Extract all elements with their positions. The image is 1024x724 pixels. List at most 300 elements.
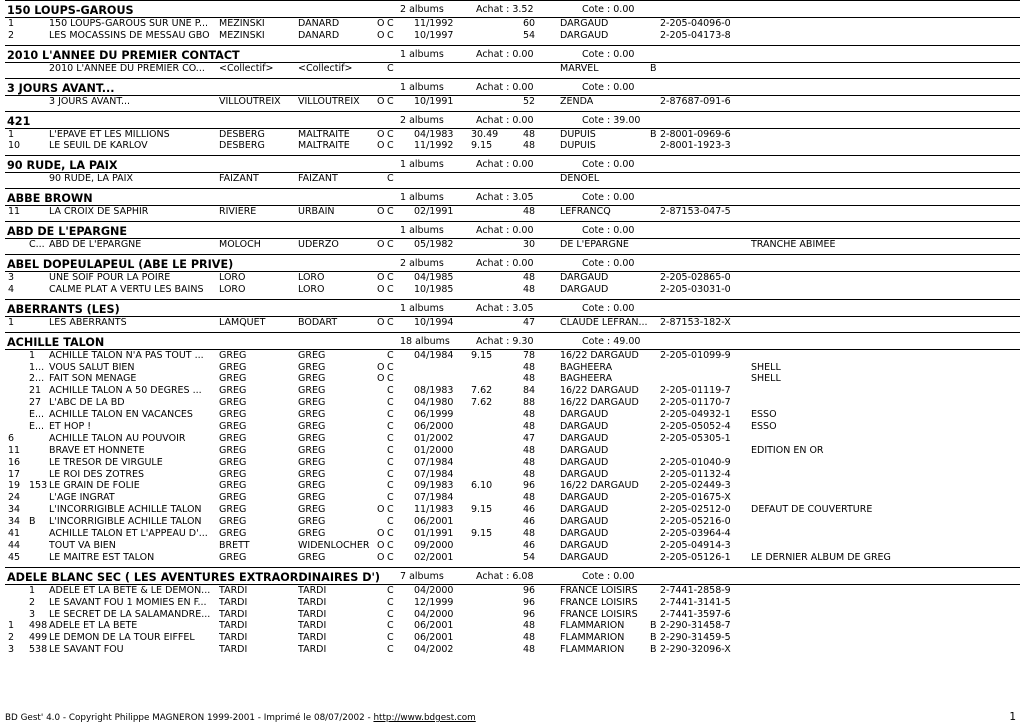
footer-copyright: BD Gest' 4.0 - Copyright Philippe MAGNERON 1999-2001 - Imprimé le 08/07/2002 -: [5, 713, 374, 723]
series-title: ABD DE L'EPARGNE: [7, 225, 128, 239]
album-publisher: 16/22 DARGAUD: [560, 385, 639, 397]
album-artist: GREG: [298, 528, 326, 540]
album-isbn: 2-290-31459-5: [660, 632, 731, 644]
album-title: 90 RUDE, LA PAIX: [49, 173, 133, 185]
album-writer: GREG: [219, 528, 247, 540]
album-subnumber: B: [29, 516, 36, 528]
album-b-flag: B: [650, 62, 657, 74]
album-number: 45: [8, 551, 21, 563]
album-subnumber: C...: [29, 239, 45, 251]
series-section: [0, 42, 1024, 75]
album-collection-flag: C: [387, 95, 394, 107]
album-collection-flag: C: [387, 29, 394, 41]
album-remark: ESSO: [751, 409, 777, 421]
album-remark: TRANCHE ABIMEE: [751, 239, 836, 251]
album-b-flag: B: [650, 644, 657, 656]
album-collection-flag: C: [387, 551, 394, 563]
album-collection-flag: C: [387, 516, 394, 528]
album-date: 04/2000: [414, 584, 454, 596]
album-row: [0, 504, 1024, 516]
album-date: 02/2001: [414, 551, 454, 563]
series-rating-total: Cote : 0.00: [582, 159, 635, 171]
series-album-count: 18 albums: [400, 335, 450, 347]
album-collection-flag: C: [387, 140, 394, 152]
album-publisher: FLAMMARION: [560, 620, 625, 632]
album-collection-flag: C: [387, 620, 394, 632]
album-number: 10: [8, 140, 21, 152]
album-isbn: 2-205-05216-0: [660, 516, 731, 528]
album-date: 06/2000: [414, 421, 454, 433]
album-publisher: DARGAUD: [560, 456, 609, 468]
album-row: [0, 63, 1024, 75]
series-title: 3 JOURS AVANT...: [7, 81, 115, 95]
album-collection-flag: C: [387, 468, 394, 480]
album-row: [0, 129, 1024, 141]
album-isbn: 2-205-02449-3: [660, 480, 731, 492]
album-title: 3 JOURS AVANT...: [49, 95, 131, 107]
series-section: [0, 0, 1024, 42]
album-row: [0, 173, 1024, 185]
album-title: ABD DE L'EPARGNE: [49, 239, 142, 251]
album-writer: <Collectif>: [219, 62, 274, 74]
series-section: [0, 108, 1024, 153]
album-writer: GREG: [219, 516, 247, 528]
album-row: [0, 206, 1024, 218]
album-collection-flag: C: [387, 644, 394, 656]
album-pages: 48: [523, 492, 536, 504]
album-title: LES MOCASSINS DE MESSAU GBO: [49, 29, 210, 41]
album-b-flag: B: [650, 620, 657, 632]
album-pages: 48: [523, 632, 536, 644]
footer-link[interactable]: http://www.bdgest.com: [373, 713, 476, 723]
album-writer: GREG: [219, 468, 247, 480]
series-purchase-total: Achat : 0.00: [476, 81, 534, 93]
album-number: 34: [8, 504, 21, 516]
series-header: [5, 188, 1020, 206]
album-original-flag: O: [377, 504, 385, 516]
album-pages: 54: [523, 29, 536, 41]
album-date: 04/1983: [414, 128, 454, 140]
album-artist: TARDI: [298, 584, 327, 596]
album-publisher: FRANCE LOISIRS: [560, 608, 638, 620]
series-header: [5, 155, 1020, 173]
album-collection-flag: C: [387, 421, 394, 433]
series-album-count: 2 albums: [400, 258, 444, 270]
album-date: 07/1984: [414, 468, 454, 480]
album-row: [0, 385, 1024, 397]
album-artist: UDERZO: [298, 239, 339, 251]
album-row: [0, 409, 1024, 421]
album-artist: GREG: [298, 516, 326, 528]
album-number: 4: [8, 283, 15, 295]
album-number: 1: [8, 620, 15, 632]
page-number: 1: [1009, 711, 1016, 723]
album-price: 9.15: [471, 528, 493, 540]
series-title: 2010 L'ANNEE DU PREMIER CONTACT: [7, 48, 240, 62]
album-original-flag: O: [377, 29, 385, 41]
album-isbn: 2-205-01119-7: [660, 385, 731, 397]
album-artist: LORO: [298, 272, 325, 284]
album-publisher: DARGAUD: [560, 528, 609, 540]
album-title: LE SECRET DE LA SALAMANDRE...: [49, 608, 211, 620]
album-row: [0, 317, 1024, 329]
album-collection-flag: C: [387, 173, 394, 185]
album-artist: FAIZANT: [298, 173, 338, 185]
series-rating-total: Cote : 0.00: [582, 258, 635, 270]
series-purchase-total: Achat : 0.00: [476, 258, 534, 270]
album-collection-flag: C: [387, 528, 394, 540]
series-rating-total: Cote : 0.00: [582, 570, 635, 582]
series-album-count: 1 albums: [400, 302, 444, 314]
album-title: BRAVE ET HONNETE: [49, 444, 145, 456]
album-pages: 48: [523, 283, 536, 295]
album-writer: DESBERG: [219, 140, 265, 152]
album-publisher: DARGAUD: [560, 444, 609, 456]
album-pages: 84: [523, 385, 536, 397]
album-artist: TARDI: [298, 644, 327, 656]
album-artist: GREG: [298, 492, 326, 504]
album-row: [0, 373, 1024, 385]
album-title: TOUT VA BIEN: [49, 539, 116, 551]
album-publisher: FLAMMARION: [560, 644, 625, 656]
album-date: 01/1991: [414, 528, 454, 540]
album-original-flag: O: [377, 140, 385, 152]
series-header: [5, 221, 1020, 239]
album-subnumber: 3: [29, 608, 36, 620]
album-publisher: ZENDA: [560, 95, 594, 107]
album-writer: GREG: [219, 432, 247, 444]
album-date: 09/2000: [414, 539, 454, 551]
album-pages: 48: [523, 361, 536, 373]
album-pages: 48: [523, 456, 536, 468]
album-original-flag: O: [377, 551, 385, 563]
album-date: 10/1991: [414, 95, 454, 107]
album-subnumber: 1...: [29, 361, 45, 373]
album-artist: URBAIN: [298, 206, 335, 218]
album-pages: 48: [523, 140, 536, 152]
album-number: 1: [8, 316, 15, 328]
album-number: 24: [8, 492, 21, 504]
album-number: 17: [8, 468, 21, 480]
album-remark: DEFAUT DE COUVERTURE: [751, 504, 873, 516]
album-date: 01/2000: [414, 444, 454, 456]
series-rating-total: Cote : 0.00: [582, 192, 635, 204]
album-isbn: 2-205-05305-1: [660, 432, 731, 444]
album-date: 06/2001: [414, 516, 454, 528]
album-publisher: DE L'EPARGNE: [560, 239, 629, 251]
album-collection-flag: C: [387, 385, 394, 397]
album-writer: GREG: [219, 444, 247, 456]
album-number: 11: [8, 206, 21, 218]
album-pages: 60: [523, 18, 536, 29]
album-subnumber: 27: [29, 397, 42, 409]
album-writer: GREG: [219, 551, 247, 563]
series-album-count: 1 albums: [400, 159, 444, 171]
album-writer: TARDI: [219, 608, 248, 620]
album-original-flag: O: [377, 239, 385, 251]
album-isbn: 2-205-03031-0: [660, 283, 731, 295]
series-purchase-total: Achat : 0.00: [476, 48, 534, 60]
album-subnumber: 21: [29, 385, 42, 397]
series-section: [0, 185, 1024, 218]
album-price: 9.15: [471, 349, 493, 361]
series-title: ACHILLE TALON: [7, 335, 105, 349]
series-section: [0, 75, 1024, 108]
album-pages: 96: [523, 608, 536, 620]
album-date: 04/1985: [414, 272, 454, 284]
album-writer: MEZINSKI: [219, 29, 265, 41]
album-original-flag: O: [377, 95, 385, 107]
album-collection-flag: C: [387, 596, 394, 608]
album-original-flag: O: [377, 316, 385, 328]
album-isbn: 2-290-31458-7: [660, 620, 731, 632]
album-row: [0, 433, 1024, 445]
album-pages: 47: [523, 432, 536, 444]
album-writer: VILLOUTREIX: [219, 95, 281, 107]
album-date: 11/1992: [414, 18, 454, 29]
album-row: [0, 469, 1024, 481]
album-subnumber: 1: [29, 584, 36, 596]
album-remark: SHELL: [751, 373, 781, 385]
album-title: FAIT SON MENAGE: [49, 373, 137, 385]
album-original-flag: O: [377, 373, 385, 385]
album-price: 30.49: [471, 128, 499, 140]
album-artist: GREG: [298, 468, 326, 480]
album-collection-flag: C: [387, 456, 394, 468]
album-publisher: 16/22 DARGAUD: [560, 480, 639, 492]
album-collection-flag: C: [387, 584, 394, 596]
album-artist: GREG: [298, 432, 326, 444]
album-date: 11/1983: [414, 504, 454, 516]
album-collection-flag: C: [387, 480, 394, 492]
album-remark: EDITION EN OR: [751, 444, 824, 456]
album-row: [0, 644, 1024, 656]
series-purchase-total: Achat : 9.30: [476, 335, 534, 347]
series-rating-total: Cote : 0.00: [582, 4, 635, 15]
album-title: ADELE ET LA BETE: [49, 620, 138, 632]
album-collection-flag: C: [387, 632, 394, 644]
album-pages: 46: [523, 516, 536, 528]
album-isbn: 2-8001-0969-6: [660, 128, 731, 140]
album-artist: DANARD: [298, 29, 340, 41]
album-isbn: 2-205-01675-X: [660, 492, 731, 504]
album-pages: 96: [523, 480, 536, 492]
album-artist: GREG: [298, 385, 326, 397]
album-title: ET HOP !: [49, 421, 92, 433]
album-artist: DANARD: [298, 18, 340, 29]
album-publisher: DENOEL: [560, 173, 600, 185]
album-row: [0, 284, 1024, 296]
album-artist: GREG: [298, 373, 326, 385]
album-number: 6: [8, 432, 15, 444]
album-date: 05/1982: [414, 239, 454, 251]
album-number: 2: [8, 29, 15, 41]
album-collection-flag: C: [387, 608, 394, 620]
album-title: L'EPAVE ET LES MILLIONS: [49, 128, 170, 140]
album-price: 7.62: [471, 385, 493, 397]
album-subnumber: 2: [29, 596, 36, 608]
album-writer: LORO: [219, 283, 246, 295]
series-purchase-total: Achat : 6.08: [476, 570, 534, 582]
album-row: [0, 140, 1024, 152]
album-original-flag: O: [377, 206, 385, 218]
series-purchase-total: Achat : 3.05: [476, 302, 534, 314]
album-collection-flag: C: [387, 492, 394, 504]
album-title: LE SAVANT FOU 1 MOMIES EN F...: [49, 596, 207, 608]
album-row: [0, 528, 1024, 540]
album-collection-flag: C: [387, 62, 394, 74]
album-collection-flag: C: [387, 283, 394, 295]
album-row: [0, 445, 1024, 457]
album-collection-flag: C: [387, 18, 394, 29]
album-isbn: 2-7441-2858-9: [660, 584, 731, 596]
album-title: LE TRESOR DE VIRGULE: [49, 456, 163, 468]
series-title: ABERRANTS (LES): [7, 302, 120, 316]
album-original-flag: O: [377, 272, 385, 284]
series-rating-total: Cote : 49.00: [582, 335, 641, 347]
album-title: L'ABC DE LA BD: [49, 397, 125, 409]
album-title: ACHILLE TALON A 50 DEGRES ...: [49, 385, 202, 397]
album-pages: 52: [523, 95, 536, 107]
album-collection-flag: C: [387, 504, 394, 516]
series-section: [0, 296, 1024, 329]
album-pages: 48: [523, 468, 536, 480]
album-pages: 30: [523, 239, 536, 251]
album-isbn: 2-205-01099-9: [660, 349, 731, 361]
series-purchase-total: Achat : 0.00: [476, 159, 534, 171]
album-row: [0, 597, 1024, 609]
album-collection-flag: C: [387, 432, 394, 444]
album-subnumber: E...: [29, 409, 45, 421]
album-writer: GREG: [219, 349, 247, 361]
album-writer: GREG: [219, 397, 247, 409]
album-title: L'INCORRIGIBLE ACHILLE TALON: [49, 504, 202, 516]
album-collection-flag: C: [387, 316, 394, 328]
album-publisher: DARGAUD: [560, 516, 609, 528]
album-price: 9.15: [471, 140, 493, 152]
album-number: 3: [8, 272, 15, 284]
album-artist: GREG: [298, 361, 326, 373]
album-isbn: 2-7441-3141-5: [660, 596, 731, 608]
album-artist: GREG: [298, 480, 326, 492]
album-artist: BODART: [298, 316, 338, 328]
album-date: 04/1984: [414, 349, 454, 361]
album-date: 11/1992: [414, 140, 454, 152]
album-date: 06/1999: [414, 409, 454, 421]
series-rating-total: Cote : 39.00: [582, 114, 641, 126]
album-isbn: 2-205-01170-7: [660, 397, 731, 409]
series-rating-total: Cote : 0.00: [582, 48, 635, 60]
album-publisher: DARGAUD: [560, 409, 609, 421]
album-artist: GREG: [298, 444, 326, 456]
album-publisher: LEFRANCQ: [560, 206, 611, 218]
album-date: 12/1999: [414, 596, 454, 608]
album-collection-flag: C: [387, 373, 394, 385]
album-publisher: 16/22 DARGAUD: [560, 349, 639, 361]
album-isbn: 2-205-04914-3: [660, 539, 731, 551]
series-rating-total: Cote : 0.00: [582, 302, 635, 314]
album-title: ACHILLE TALON AU POUVOIR: [49, 432, 186, 444]
album-collection-flag: C: [387, 349, 394, 361]
album-writer: GREG: [219, 456, 247, 468]
album-isbn: 2-205-04173-8: [660, 29, 731, 41]
album-subnumber: E...: [29, 421, 45, 433]
album-pages: 96: [523, 596, 536, 608]
album-writer: FAIZANT: [219, 173, 259, 185]
album-number: 2: [8, 632, 15, 644]
album-artist: LORO: [298, 283, 325, 295]
series-album-count: 1 albums: [400, 192, 444, 204]
album-pages: 54: [523, 551, 536, 563]
album-original-flag: O: [377, 528, 385, 540]
album-row: [0, 516, 1024, 528]
album-remark: SHELL: [751, 361, 781, 373]
album-writer: RIVIERE: [219, 206, 257, 218]
album-pages: 48: [523, 128, 536, 140]
series-album-count: 7 albums: [400, 570, 444, 582]
album-publisher: DARGAUD: [560, 283, 609, 295]
album-subnumber: 498: [29, 620, 48, 632]
album-artist: GREG: [298, 456, 326, 468]
album-price: 9.15: [471, 504, 493, 516]
album-row: [0, 350, 1024, 362]
album-collection-flag: C: [387, 239, 394, 251]
album-isbn: 2-205-04932-1: [660, 409, 731, 421]
album-date: 07/1984: [414, 492, 454, 504]
album-row: [0, 480, 1024, 492]
album-collection-flag: C: [387, 206, 394, 218]
album-writer: BRETT: [219, 539, 250, 551]
series-header: [5, 299, 1020, 317]
album-artist: GREG: [298, 551, 326, 563]
album-publisher: FLAMMARION: [560, 632, 625, 644]
album-title: ACHILLE TALON EN VACANCES: [49, 409, 193, 421]
album-b-flag: B: [650, 632, 657, 644]
album-artist: TARDI: [298, 608, 327, 620]
album-pages: 48: [523, 409, 536, 421]
album-title: 150 LOUPS-GAROUS SUR UNE P...: [49, 18, 209, 29]
album-writer: GREG: [219, 492, 247, 504]
series-section: [0, 152, 1024, 185]
series-section: [0, 251, 1024, 296]
album-publisher: DUPUIS: [560, 140, 596, 152]
album-isbn: 2-205-01040-9: [660, 456, 731, 468]
album-title: LE SAVANT FOU: [49, 644, 124, 656]
album-writer: GREG: [219, 504, 247, 516]
album-writer: TARDI: [219, 632, 248, 644]
album-isbn: 2-205-03964-4: [660, 528, 731, 540]
album-row: [0, 552, 1024, 564]
album-publisher: DARGAUD: [560, 18, 609, 29]
album-date: 04/2002: [414, 644, 454, 656]
album-title: ADELE ET LA BETE & LE DEMON...: [49, 584, 211, 596]
album-writer: TARDI: [219, 644, 248, 656]
album-writer: MEZINSKI: [219, 18, 265, 29]
album-title: UNE SOIF POUR LA POIRE: [49, 272, 171, 284]
album-title: CALME PLAT A VERTU LES BAINS: [49, 283, 204, 295]
series-section: [0, 329, 1024, 564]
series-header: [5, 45, 1020, 63]
series-title: ADELE BLANC SEC ( LES AVENTURES EXTRAORDINAIRES D'): [7, 570, 381, 584]
album-pages: 48: [523, 421, 536, 433]
album-date: 10/1994: [414, 316, 454, 328]
album-date: 02/1991: [414, 206, 454, 218]
album-artist: GREG: [298, 409, 326, 421]
album-number: 34: [8, 516, 21, 528]
album-collection-flag: C: [387, 539, 394, 551]
album-publisher: DARGAUD: [560, 432, 609, 444]
album-artist: TARDI: [298, 620, 327, 632]
